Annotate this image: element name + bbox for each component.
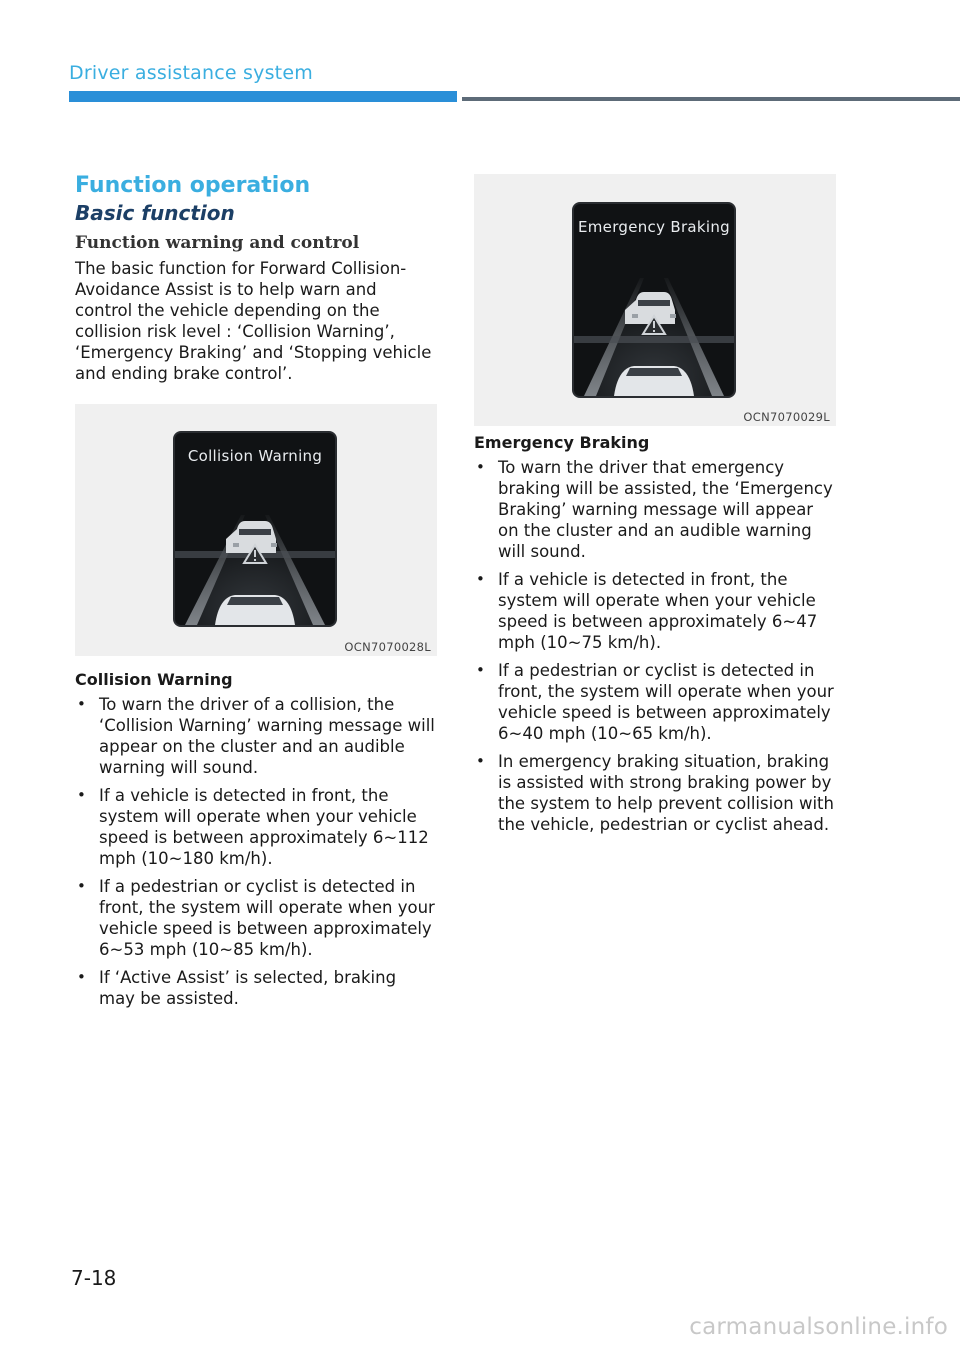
subheading-emergency-braking: Emergency Braking xyxy=(474,433,650,452)
emergency-braking-figure xyxy=(474,174,836,426)
figure-code: OCN7070029L xyxy=(743,410,830,424)
cluster-display xyxy=(574,204,734,396)
cluster-message: Emergency Braking xyxy=(577,218,730,236)
section-title: Driver assistance system xyxy=(69,62,313,84)
subheading-collision-warning: Collision Warning xyxy=(75,670,233,689)
heading-basic-function: Basic function xyxy=(75,201,235,225)
list-item: • If ‘Active Assist’ is selected, braking may be assisted. xyxy=(75,967,437,1009)
heading-function-warning-control: Function warning and control xyxy=(75,233,360,253)
collision-warning-list xyxy=(75,694,437,1009)
left-column xyxy=(75,172,437,1016)
list-item: • To warn the driver that emergency braking will be assisted, the ‘Emergency Braking’ warning message will appear on the cluster and an audible warning will sound. xyxy=(474,457,836,562)
cluster-message: Collision Warning xyxy=(187,447,323,465)
list-item: • In emergency braking situation, braking is assisted with strong braking power by the system to help prevent collision with the vehicle, pedestrian or cyclist ahead. xyxy=(474,751,836,835)
right-column xyxy=(474,174,836,842)
figure-code: OCN7070028L xyxy=(344,640,431,654)
heading-function-operation: Function operation xyxy=(75,173,311,198)
emergency-braking-list xyxy=(474,457,836,835)
collision-warning-figure xyxy=(75,404,437,656)
list-item: • To warn the driver of a collision, the ‘Collision Warning’ warning message will appear on the cluster and an audible warning will sound. xyxy=(75,694,437,778)
page-number: 7-18 xyxy=(71,1266,117,1290)
intro-paragraph: The basic function for Forward Collision-Avoidance Assist is to help warn and control the vehicle depending on the collision risk level : ‘Collision Warning’, ‘Emergency Braking’ and ‘Stopping vehicle and ending brake control’. xyxy=(75,259,432,383)
header-accent-bar xyxy=(69,91,457,102)
road-scene-icon xyxy=(574,204,734,396)
list-item: • If a vehicle is detected in front, the system will operate when your vehicle speed is between approximately 6~47 mph (10~75 km/h). xyxy=(474,569,836,653)
road-scene-icon xyxy=(175,433,335,625)
list-item: • If a pedestrian or cyclist is detected in front, the system will operate when your vehicle speed is between approximately 6~53 mph (10~85 km/h). xyxy=(75,876,437,960)
watermark: carmanualsonline.info xyxy=(689,1314,948,1340)
list-item: • If a pedestrian or cyclist is detected in front, the system will operate when your vehicle speed is between approximately 6~40 mph (10~65 km/h). xyxy=(474,660,836,744)
cluster-display xyxy=(175,433,335,625)
header-rule xyxy=(462,97,960,101)
list-item: • If a vehicle is detected in front, the system will operate when your vehicle speed is between approximately 6~112 mph (10~180 km/h). xyxy=(75,785,437,869)
